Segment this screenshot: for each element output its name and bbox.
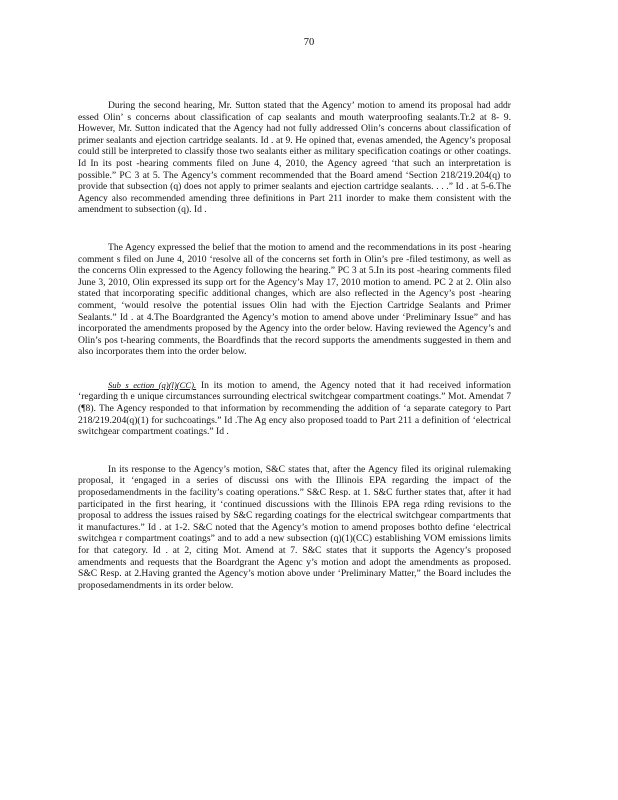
paragraph-subsection-cc [78,380,511,438]
page-number: 70 [303,37,315,48]
subsection-heading: Sub s ection (q)(l)(CC). [108,379,197,390]
paragraph-second-hearing: During the second hearing, Mr. Sutton stated that the Agency’ motion to amend its proposal had addr essed Olin’ s concerns about classification of cap sealants and mouth waterproofing sealants.Tr.2 at 8- 9. However, Mr. Sutton indicated that the Agency had not fully addressed Olin’s concerns about classification of primer sealants and ejection cartridge sealants. Id . at 9. He opined that, evenas amended, the Agency’s proposal could still be interpreted to classify those two sealants either as military specification coatings or other coatings. Id In its post -hearing comments filed on June 4, 2010, the Agency agreed ‘that such an interpretation is possible.” PC 3 at 5. The Agency’s comment recommended that the Board amend ‘Section 218/219.204(q) to provide that subsection (q) does not apply to primer sealants and ejection cartridge sealants. . . .” Id . at 5-6.The Agency also recommended amending three definitions in Part 211 inorder to make them consistent with the amendment to subsection (q). Id . [78,100,511,216]
body-text [78,100,511,617]
paragraph-sc-response: In its response to the Agency’s motion, S&C states that, after the Agency filed its original rulemaking proposal, it ‘engaged in a series of discussi ons with the Illinois EPA regarding the impact of the proposedamendments in the facility’s coating operations.” S&C Resp. at 1. S&C further states that, after it had participated in the first hearing, it ‘continued discussions with the Illinois EPA rega rding revisions to the proposal to address the issues raised by S&C regarding coatings for the electrical switchgear compartments that it manufactures.” Id . at 1-2. S&C noted that the Agency’s motion to amend proposes bothto define ‘electrical switchgea r compartment coatings” and to add a new subsection (q)(1)(CC) establishing VOM emissions limits for that category. Id . at 2, citing Mot. Amend at 7. S&C states that it supports the Agency’s proposed amendments and requests that the Boardgrant the Agenc y’s motion and adopt the amendments as proposed. S&C Resp. at 2.Having granted the Agency’s motion above under ‘Preliminary Matter,” the Board includes the proposedamendments in its order below. [78,463,511,591]
paragraph-agency-belief: The Agency expressed the belief that the motion to amend and the recommendations in its post -hearing comment s filed on June 4, 2010 ‘resolve all of the concerns set forth in Olin’s pre -filed testimony, as well as the concerns Olin expressed to the Agency following the hearing.” PC 3 at 5.In its post -hearing comments filed June 3, 2010, Olin expressed its supp ort for the Agency’s May 17, 2010 motion to amend. PC 2 at 2. Olin also stated that incorporating specific additional changes, which are also reflected in the Agency’s post -hearing comment, ‘would resolve the potential issues Olin had with the Ejection Cartridge Sealants and Primer Sealants.” Id . at 4.The Boardgranted the Agency’s motion to amend above under ‘Preliminary Issue” and has incorporated the amendments proposed by the Agency into the order below. Having reviewed the Agency’s and Olin’s pos t-hearing comments, the Boardfinds that the record supports the amendments suggested in them and also incorporates them into the order below. [78,241,511,358]
subsection-paragraph-text: In its motion to amend, the Agency noted that it had received information ‘regarding th e unique circumstances surrounding electrical switchgear compartment coatings.” Mot. Amendat 7 (¶8). The Agency responded to that information by recommending the addition of ‘a separate category to Part 218/219.204(q)(1) for suchcoatings.” Id .The Ag ency also proposed toadd to Part 211 a definition of ‘electrical switchgear compartment coatings.” Id . [78,379,511,438]
